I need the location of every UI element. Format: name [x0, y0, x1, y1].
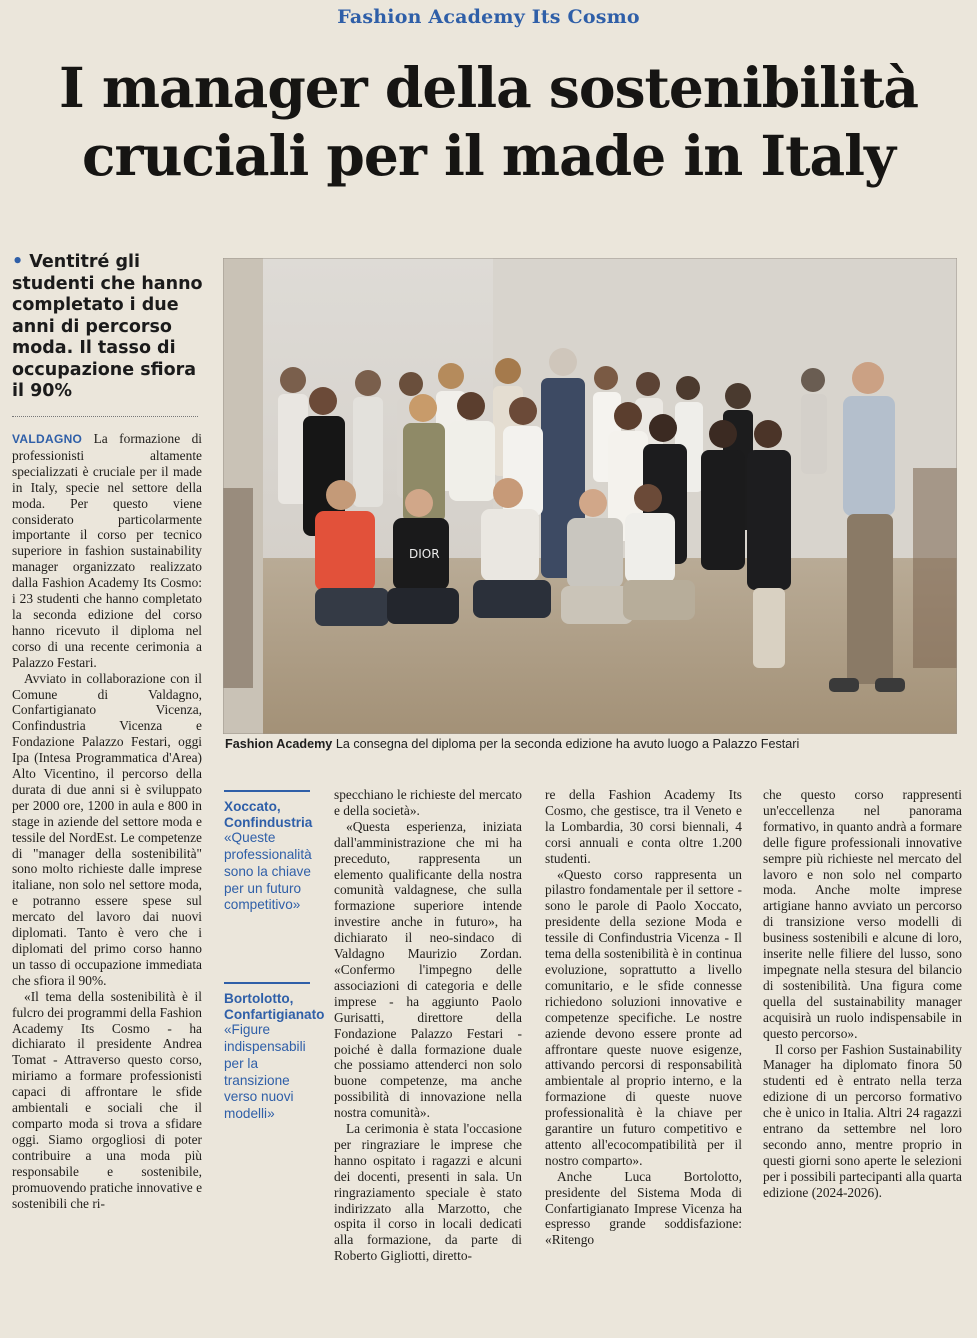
sidebar-rule — [224, 982, 310, 984]
paragraph — [12, 431, 202, 671]
summary-bullet: • — [12, 252, 24, 272]
quote-sidebar-xoccato — [224, 790, 314, 914]
sidebar-name: Xoccato, Confindustria — [224, 799, 313, 830]
headline — [0, 54, 977, 190]
paragraph: che questo corso rappresenti un'eccellenza nel panorama formativo, in quanto andrà a formare delle figure professionali innovative sempre più richieste nel mercato del lavoro e non solo nel comparto moda. Anche molte imprese artigiane hanno avviato un percorso di transizione verso modelli di business sostenibili e alcune di loro, inserite nelle filiere del lusso, sono impegnate nella stesura del bilancio di sostenibilità. Una figura come quella del sustainability manager acquisirà un ruolo indispensabile in questo percorso». — [763, 787, 962, 1041]
paragraph: Il corso per Fashion Sustainability Manager ha diplomato finora 50 studenti ed è entrato nella terza edizione di un percorso formativo che è unico in Italia. Altri 24 ragazzi entrano da settembre nel loro secondo anno, mentre proprio in questi giorni sono aperte le selezioni per i possibili partecipanti alla quarta edizione (2024-2026). — [763, 1041, 962, 1200]
paragraph: specchiano le richieste del mercato e della società». — [334, 787, 522, 818]
paragraph-text: La formazione di professionisti altamente specializzati è cruciale per il made in Italy, specie nel settore della moda. Per questo viene considerato particolarmente importante il corso per tecnico superiore in fashion sustainability manager organizzato realizzato dalla Fashion Academy Its Cosmo: i 23 studenti che hanno completato la seconda edizione del corso hanno ricevuto il diploma nel corso di una recente cerimonia a Palazzo Festari. — [12, 431, 202, 670]
paragraph: «Questo corso rappresenta un pilastro fondamentale per il settore - sono le parole di Paolo Xoccato, presidente della sezione Moda e tessile di Confindustria Vicenza - Il tema della sostenibilità è in continua evoluzione, soprattutto a livello comunitario, e le sfide connesse richiedono soluzioni innovative e competenze specifiche. Le nostre aziende devono essere pronte ad affrontare queste nuove esigenze, attivando percorsi di responsabilità ambientale al proprio interno, e la formazione di queste nuove professionalità è la chiave per garantire un futuro competitivo e attento all'ecocompatibilità per il nostro comparto». — [545, 866, 742, 1168]
quote-sidebar-bortolotto — [224, 982, 325, 1123]
article-column-5 — [763, 787, 962, 1201]
paragraph: La cerimonia è stata l'occasione per ringraziare le imprese che hanno ospitato i ragazzi e alcuni dei docenti, presenti in sala. Un ringraziamento speciale è stato indirizzato alla Marzotto, che ospita il corso in locali dedicati alla formazione, da parte di Roberto Gigliotti, diretto- — [334, 1121, 522, 1264]
article-column-1 — [12, 431, 202, 1211]
sidebar-rule — [224, 790, 310, 792]
paragraph: re della Fashion Academy Its Cosmo, che gestisce, tra il Veneto e la Lombardia, 30 corsi biennali, 4 corsi annuali e conta oltre 1.200 studenti. — [545, 787, 742, 866]
section-kicker: Fashion Academy Its Cosmo — [337, 6, 640, 28]
group-photo — [223, 258, 957, 734]
photo-caption — [225, 737, 965, 751]
sidebar-quote: «Queste professionalità sono la chiave per un futuro competitivo» — [224, 830, 312, 913]
caption-label: Fashion Academy — [225, 737, 333, 751]
article-column-3 — [334, 787, 522, 1264]
caption-text: La consegna del diploma per la seconda edizione ha avuto luogo a Palazzo Festari — [335, 737, 800, 751]
paragraph: Avviato in collaborazione con il Comune di Valdagno, Confartigianato Vicenza, Confindustria Vicenza e Fondazione Palazzo Festari, oggi Ipa (Intesa Programmatica d'Area) Alto Vicentino, il percorso della durata di due anni si è sviluppato per 2000 ore, 1200 in aula e 800 in stage in aziende del settore moda e tessile del NordEst. Le competenze di "manager della sostenibilità" sono molto richieste dalle imprese italiane, non solo nel settore moda, e potranno essere spese sul mercato del lavoro dai nuovi diplomati. Tanto è vero che i diplomati del primo corso hanno un tasso di occupazione immediata che sfiora il 90%. — [12, 670, 202, 988]
summary-divider — [12, 416, 198, 417]
summary-text: Ventitré gli studenti che hanno completato i due anni di percorso moda. Il tasso di occupazione sfiora il 90% — [12, 252, 203, 401]
paragraph: «Il tema della sostenibilità è il fulcro dei programmi della Fashion Academy Its Cosmo - ha dichiarato il presidente Andrea Tomat - Attraverso questo corso, miriamo a formare professionisti capaci di affrontare le sfide ambientali e sociali che il comparto moda si trova a sfidare oggi. Siamo orgogliosi di poter contribuire a una moda più responsabile e sostenibile, promuovendo pratiche innovative e sostenibili che ri- — [12, 988, 203, 1211]
paragraph: Anche Luca Bortolotto, presidente del Sistema Moda di Confartigianato Imprese Vicenza ha espresso grande soddisfazione: «Ritengo — [545, 1168, 742, 1248]
summary-box — [12, 252, 210, 403]
article-column-4 — [545, 787, 742, 1248]
sidebar-name: Bortolotto, Confartigianato — [224, 991, 325, 1022]
dateline: VALDAGNO — [12, 432, 83, 446]
paragraph: «Questa esperienza, iniziata dall'amministrazione che mi ha preceduto, rappresenta un elemento qualificante della nostra comunità valdagnese, che sulla formazione superiore intende investire anche in futuro», ha dichiarato il neo-sindaco di Valdagno Maurizio Zordan. «Confermo l'impegno delle associazioni di categoria e delle imprese - ha aggiunto Paolo Gurisatti, direttore della Fondazione Palazzo Festari - poiché è dalla formazione duale che possiamo attenderci non solo buone competenze, ma anche possibilità di innovazione nella nostra comunità». — [334, 818, 522, 1121]
shirt-print: DIOR — [409, 547, 440, 561]
headline-line-1: I manager della sostenibilità — [58, 55, 918, 120]
group-photo-illustration — [223, 258, 957, 734]
headline-line-2: cruciali per il made in Italy — [82, 123, 895, 188]
sidebar-quote: «Figure indispensabili per la transizione verso nuovi modelli» — [224, 1022, 306, 1122]
